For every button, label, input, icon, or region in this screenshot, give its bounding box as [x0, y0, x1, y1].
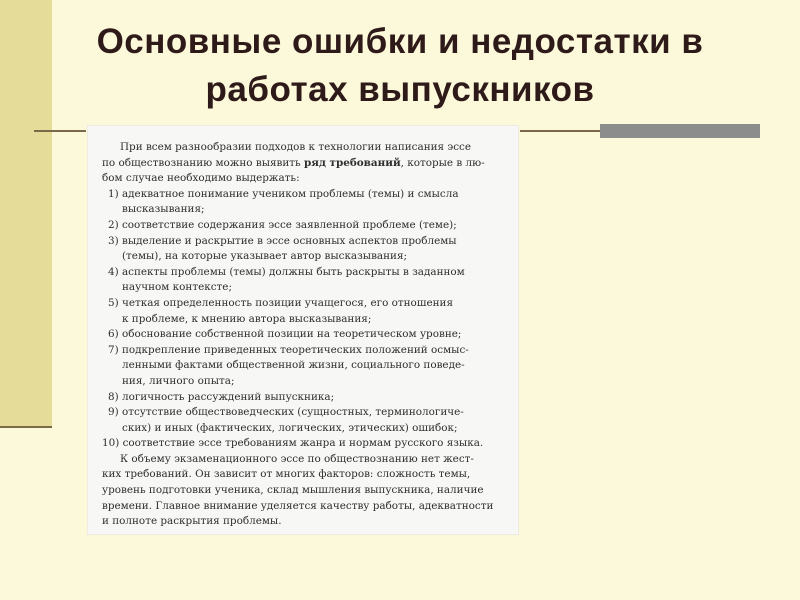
scan-line-part: , которые в лю- — [400, 156, 485, 169]
scan-line: (темы), на которые указывает автор высказывания; — [122, 250, 408, 263]
title-divider-right-thin — [520, 130, 600, 132]
scan-line: высказывания; — [122, 203, 205, 216]
scan-line: К объему экзаменационного эссе по обществознанию нет жест- — [120, 452, 474, 465]
slide-title — [80, 18, 720, 114]
scan-line: 1) адекватное понимание учеником проблемы (темы) и смысла — [108, 187, 459, 200]
scan-line: 4) аспекты проблемы (темы) должны быть раскрыты в заданном — [108, 265, 465, 278]
decorative-left-bar — [0, 0, 52, 428]
decorative-left-bar-edge — [0, 426, 52, 428]
scan-line-emphasis: ряд требований — [304, 156, 401, 169]
scanned-text-page — [88, 126, 518, 534]
slide-title-line-2: работах выпускников — [205, 70, 595, 109]
slide-title-line-1: Основные ошибки и недостатки в — [96, 22, 704, 61]
title-divider-left — [34, 130, 86, 132]
scan-line: 5) четкая определенность позиции учащегося, его отношения — [108, 296, 454, 309]
scan-line: научном контексте; — [122, 281, 232, 294]
scan-line: ния, личного опыта; — [122, 374, 235, 387]
scan-line — [102, 156, 506, 172]
scan-line: 9) отсутствие обществоведческих (сущностных, терминологиче- — [108, 406, 464, 419]
scan-line: бом случае необходимо выдержать: — [102, 172, 300, 185]
scan-line: 8) логичность рассуждений выпускника; — [108, 390, 335, 403]
scan-line: к проблеме, к мнению автора высказывания; — [122, 312, 372, 325]
scan-line: При всем разнообразии подходов к технологии написания эссе — [120, 141, 472, 153]
scan-line: 2) соответствие содержания эссе заявленной проблеме (теме); — [108, 218, 457, 231]
scan-line-part: по обществознанию можно выявить — [102, 156, 301, 169]
title-divider-right-thick — [600, 124, 760, 138]
scan-line: 7) подкрепление приведенных теоретических положений осмыс- — [108, 343, 469, 356]
scan-line: ких требований. Он зависит от многих факторов: сложность темы, — [102, 468, 471, 481]
scan-line: уровень подготовки ученика, склад мышления выпускника, наличие — [102, 484, 484, 497]
scan-line: 10) соответствие эссе требованиям жанра и нормам русского языка. — [102, 437, 484, 450]
scan-line: 6) обоснование собственной позиции на теоретическом уровне; — [108, 328, 462, 341]
scan-line: ленными фактами общественной жизни, социального поведе- — [122, 359, 465, 372]
scan-line: ских) и иных (фактических, логических, этических) ошибок; — [122, 421, 458, 434]
scan-line: времени. Главное внимание уделяется качеству работы, адекватности — [102, 499, 494, 512]
scan-line: и полноте раскрытия проблемы. — [102, 515, 282, 528]
scan-line: 3) выделение и раскрытие в эссе основных аспектов проблемы — [108, 234, 457, 247]
